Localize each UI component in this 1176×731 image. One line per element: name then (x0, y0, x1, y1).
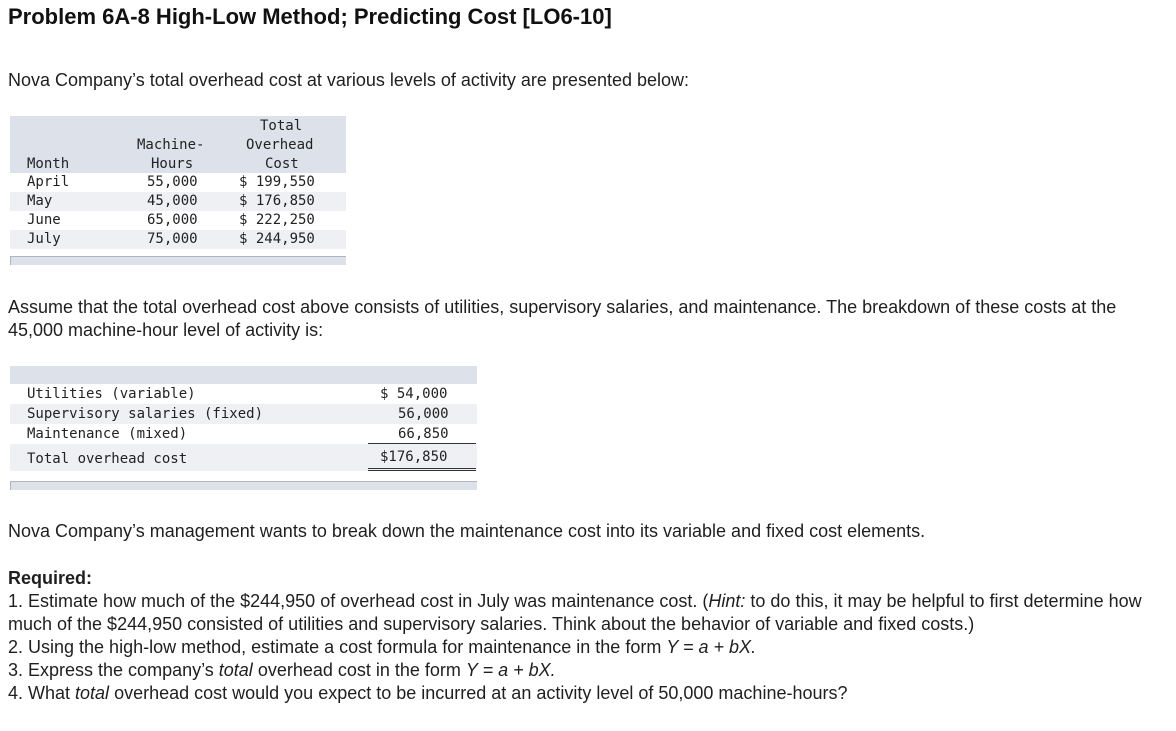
management-text: Nova Company’s management wants to break down the maintenance cost into its variable and fixed cost elements. (8, 521, 926, 541)
hours-cell: 75,000 (147, 231, 198, 247)
table-row (10, 211, 346, 230)
q3-total: total (218, 660, 253, 680)
requirement-3 (8, 659, 1168, 682)
q4-text: 4. What (8, 683, 76, 703)
required-heading: Required: (8, 568, 93, 588)
month-cell: May (27, 193, 53, 209)
month-cell: July (27, 231, 61, 247)
cost-cell: $ 199,550 (239, 174, 315, 190)
requirements-list (8, 590, 1168, 705)
table-row (10, 192, 346, 211)
requirement-4 (8, 682, 1168, 705)
header-cost-line1: Total (260, 118, 303, 134)
table-row (10, 424, 477, 444)
header-hours-line2: Hours (151, 156, 194, 172)
breakdown-label: Supervisory salaries (fixed) (27, 406, 264, 422)
q2-text: 2. Using the high-low method, estimate a cost formula for maintenance in the form (8, 637, 667, 657)
month-cell: April (27, 174, 70, 190)
total-double-underline (368, 468, 476, 471)
q2-formula: Y = a + bX. (666, 637, 757, 657)
total-row (10, 444, 477, 471)
breakdown-value: $ 54,000 (380, 386, 448, 402)
subtotal-underline (368, 443, 476, 444)
q4-text-cont: overhead cost would you expect to be incurred at an activity level of 50,000 machine-hours? (109, 683, 848, 703)
table-footer-bar (10, 256, 346, 265)
breakdown-label: Utilities (variable) (27, 386, 196, 402)
header-hours-line1: Machine- (137, 137, 205, 153)
table-row (10, 230, 346, 249)
total-label: Total overhead cost (27, 451, 188, 467)
requirement-2 (8, 636, 1168, 659)
cost-cell: $ 244,950 (239, 231, 315, 247)
requirement-1 (8, 590, 1168, 636)
q4-total: total (75, 683, 110, 703)
q3-text-cont: overhead cost in the form (252, 660, 466, 680)
table-header (10, 366, 477, 384)
cost-breakdown-table (10, 366, 477, 471)
total-value: $176,850 (380, 449, 448, 465)
hours-cell: 55,000 (147, 174, 198, 190)
hours-cell: 65,000 (147, 212, 198, 228)
hours-cell: 45,000 (147, 193, 198, 209)
q1-hint: Hint: (708, 591, 746, 611)
q1-text: 1. Estimate how much of the $244,950 of overhead cost in July was maintenance cost. ( (8, 591, 709, 611)
q3-formula: Y = a + bX. (465, 660, 556, 680)
month-cell: June (27, 212, 61, 228)
q3-text: 3. Express the company’s (8, 660, 219, 680)
table-row (10, 404, 477, 424)
page-title: Problem 6A-8 High-Low Method; Predicting Cost [LO6-10] (8, 4, 612, 29)
table-footer-bar (10, 481, 477, 490)
header-cost-line2: Overhead (246, 137, 314, 153)
breakdown-value: 56,000 (398, 406, 449, 422)
table-row (10, 384, 477, 404)
table-row (10, 173, 346, 192)
table-header (10, 116, 346, 173)
cost-cell: $ 222,250 (239, 212, 315, 228)
header-cost-line3: Cost (265, 156, 299, 172)
intro-text: Nova Company’s total overhead cost at various levels of activity are presented below: (8, 70, 690, 90)
q1-text-cont: to do this, it may be helpful to first determine how much of the $244,950 consisted of utilities and supervisory salaries. Think about the behavior of variable and fixed costs.) (8, 591, 1142, 634)
cost-cell: $ 176,850 (239, 193, 315, 209)
breakdown-value: 66,850 (398, 426, 449, 442)
breakdown-label: Maintenance (mixed) (27, 426, 188, 442)
assume-text: Assume that the total overhead cost above consists of utilities, supervisory salaries, and maintenance. The breakdown of these costs at the 45,000 machine-hour level of activity is: (8, 297, 1117, 340)
overhead-cost-table (10, 116, 346, 249)
header-month: Month (27, 156, 70, 172)
